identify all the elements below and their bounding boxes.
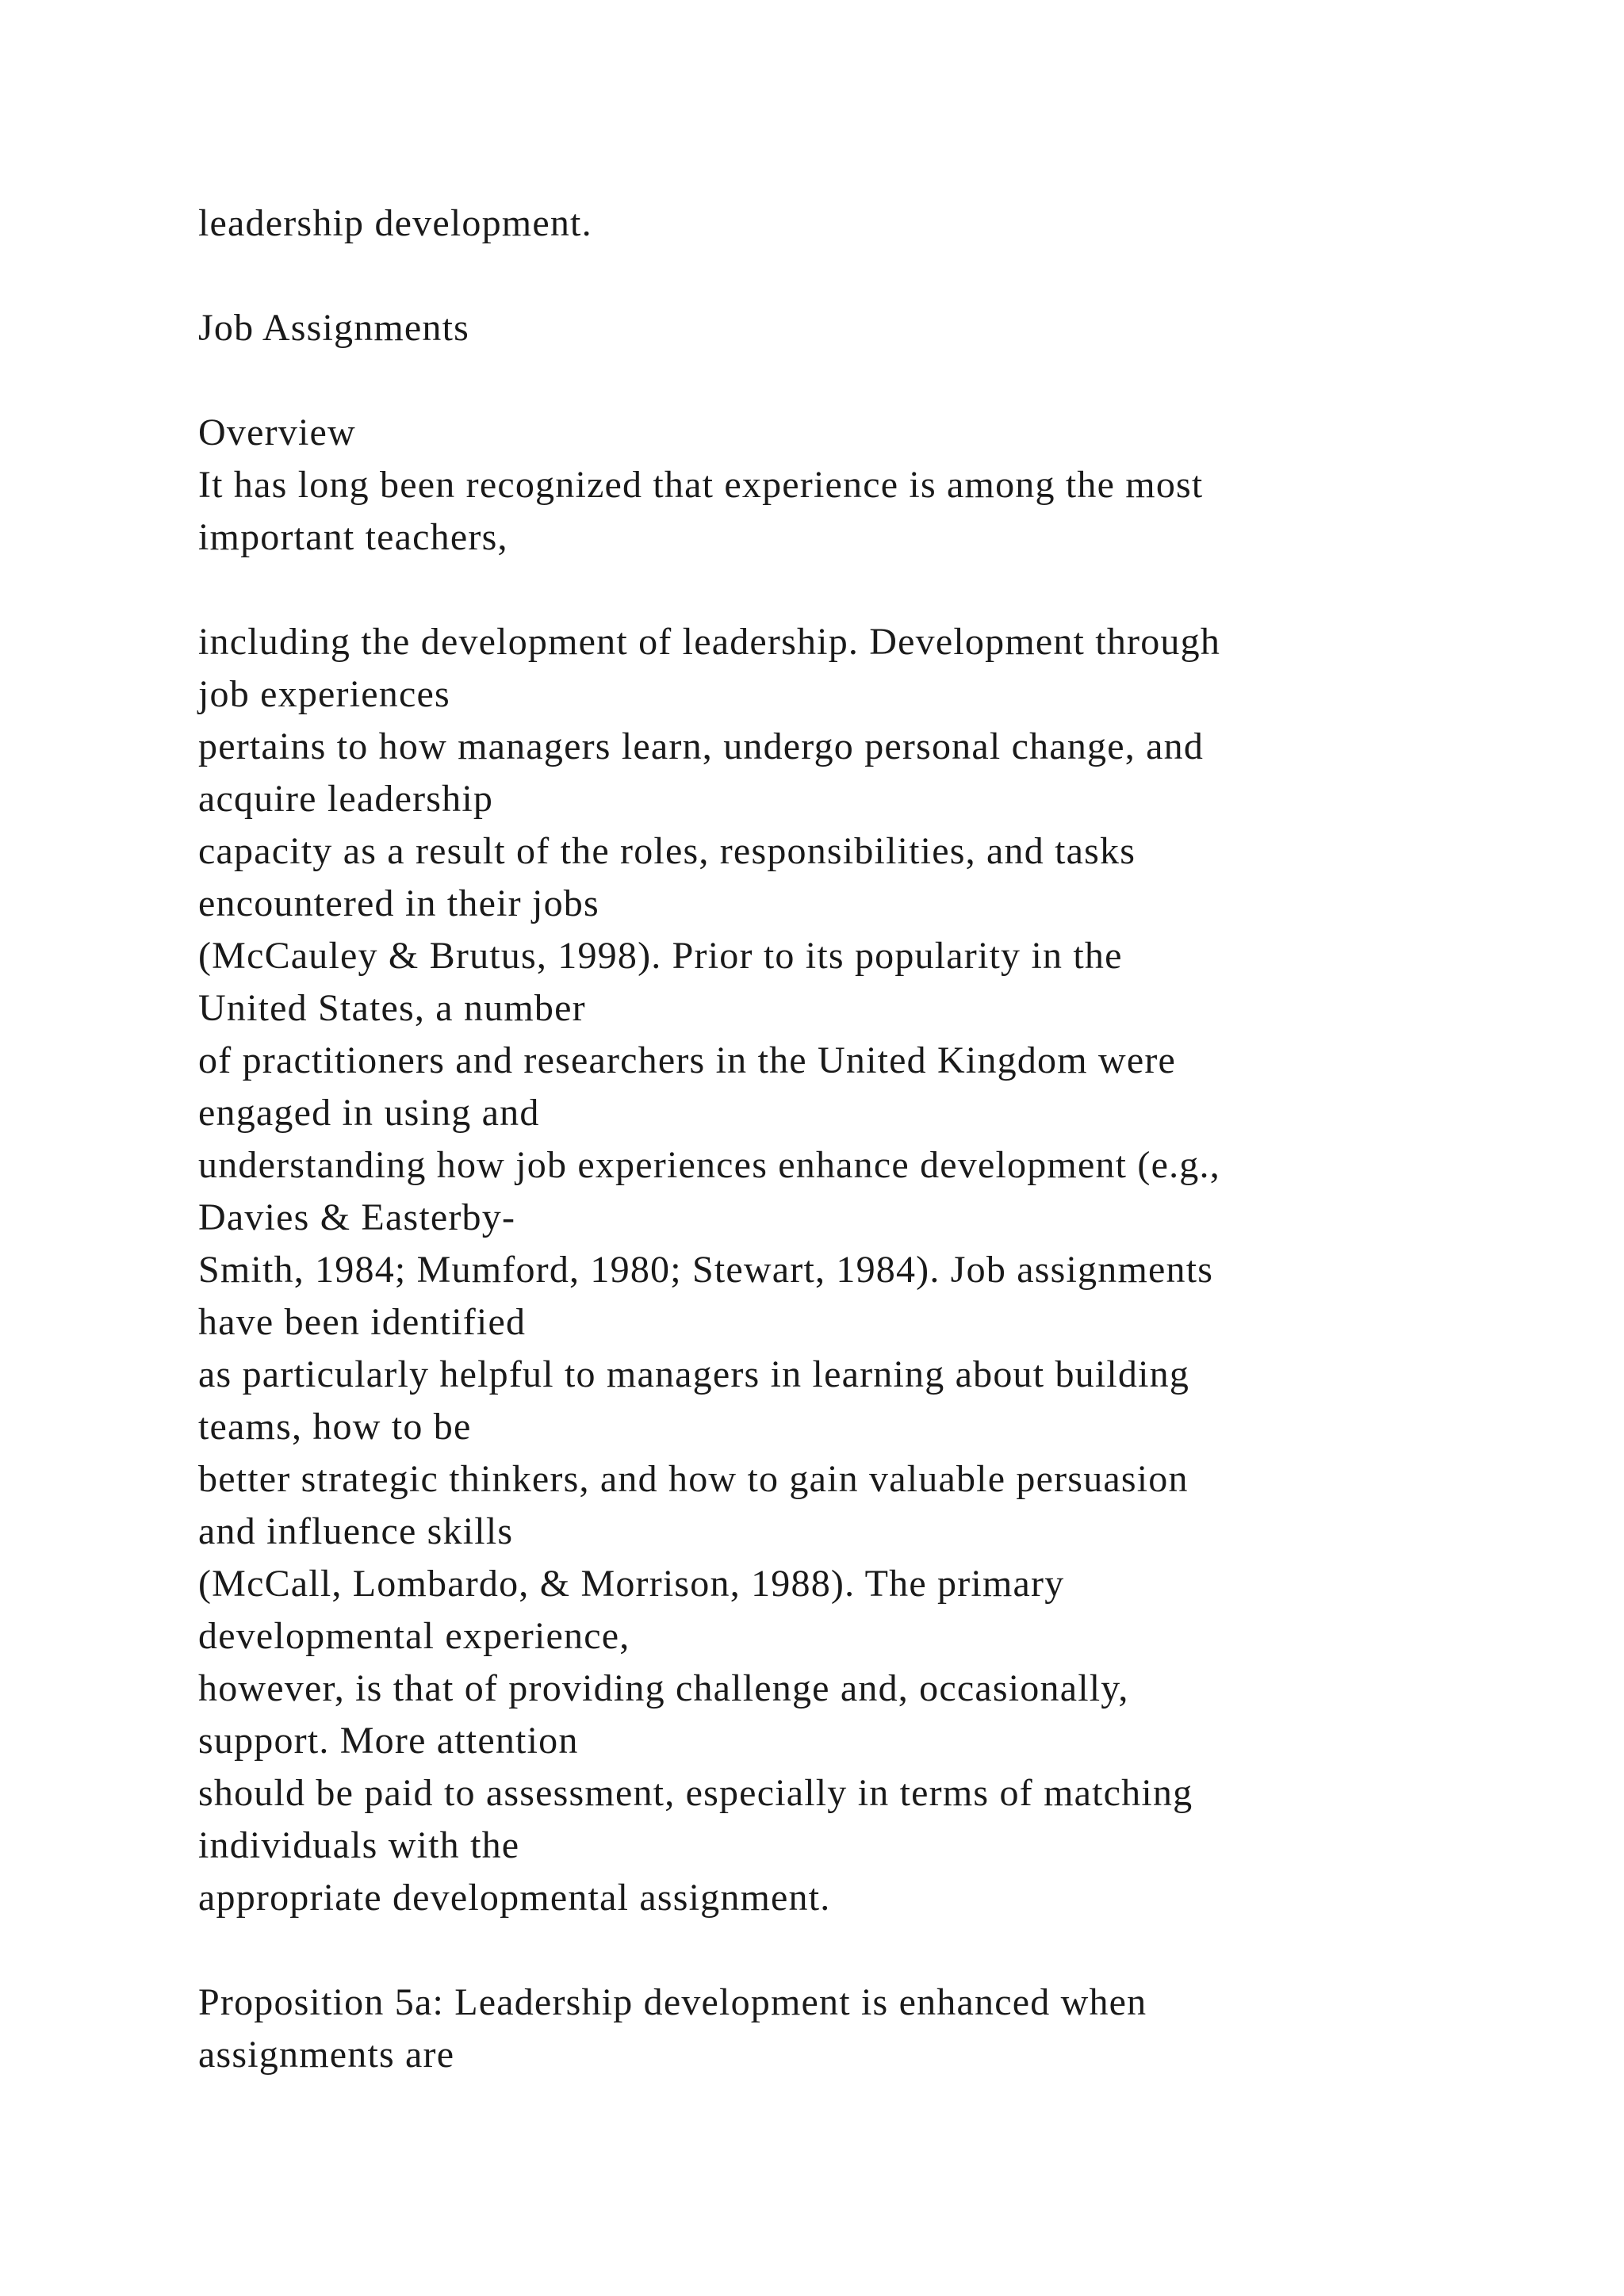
subsection-heading-overview: Overview (198, 411, 356, 453)
text-line: pertains to how managers learn, undergo personal change, and (198, 725, 1205, 767)
text-line: have been identified (198, 1301, 527, 1343)
text-line: assignments are (198, 2034, 455, 2076)
text-line: as particularly helpful to managers in learning about building (198, 1353, 1190, 1395)
text-line: acquire leadership (198, 778, 494, 820)
text-line: including the development of leadership. Development through (198, 621, 1221, 663)
text-line: Smith, 1984; Mumford, 1980; Stewart, 1984). Job assignments (198, 1249, 1214, 1291)
blank-line (198, 564, 1467, 616)
text-line: job experiences (198, 673, 450, 715)
text-line: teams, how to be (198, 1406, 472, 1448)
document-body-text (198, 197, 1467, 2081)
text-line: (McCauley & Brutus, 1998). Prior to its popularity in the (198, 935, 1123, 977)
text-line: capacity as a result of the roles, responsibilities, and tasks (198, 830, 1136, 872)
section-heading-job-assignments: Job Assignments (198, 307, 470, 349)
text-line: appropriate developmental assignment. (198, 1877, 831, 1919)
proposition-line: Proposition 5a: Leadership development is enhanced when (198, 1981, 1147, 2023)
text-line: United States, a number (198, 987, 586, 1029)
text-line: developmental experience, (198, 1615, 630, 1657)
blank-line (198, 250, 1467, 302)
text-line: of practitioners and researchers in the United Kingdom were (198, 1039, 1177, 1081)
text-line: support. More attention (198, 1720, 579, 1762)
text-line: however, is that of providing challenge and, occasionally, (198, 1667, 1129, 1709)
blank-line (198, 354, 1467, 407)
text-line: individuals with the (198, 1824, 520, 1866)
text-line: Davies & Easterby- (198, 1196, 516, 1238)
text-line: leadership development. (198, 202, 592, 244)
text-line: better strategic thinkers, and how to gain valuable persuasion (198, 1458, 1189, 1500)
text-line: important teachers, (198, 516, 508, 558)
blank-line (198, 1924, 1467, 1976)
text-line: (McCall, Lombardo, & Morrison, 1988). The primary (198, 1563, 1065, 1605)
text-line: engaged in using and (198, 1092, 540, 1134)
text-line: encountered in their jobs (198, 882, 599, 924)
text-line: understanding how job experiences enhance development (e.g., (198, 1144, 1220, 1186)
text-line: and influence skills (198, 1510, 514, 1552)
text-line: should be paid to assessment, especially in terms of matching (198, 1772, 1193, 1814)
text-line: It has long been recognized that experience is among the most (198, 464, 1204, 506)
